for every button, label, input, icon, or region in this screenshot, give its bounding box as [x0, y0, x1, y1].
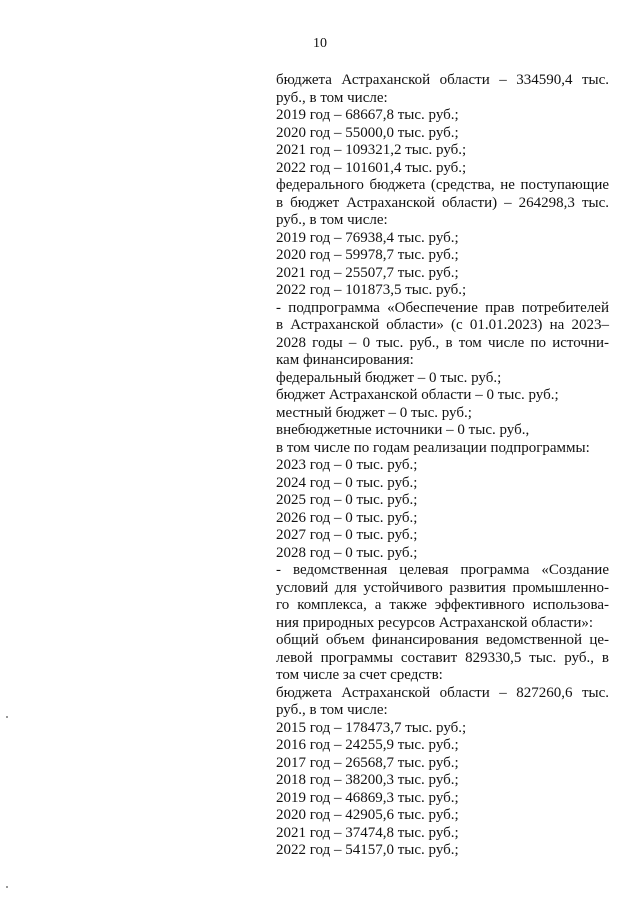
text-line: в Астраханской области» (с 01.01.2023) на 2023–: [276, 317, 609, 333]
text-line: 2021 год – 25507,7 тыс. руб.;: [276, 264, 459, 281]
text-line: внебюджетные источники – 0 тыс. руб.,: [276, 422, 530, 438]
text-line: местный бюджет – 0 тыс. руб.;: [276, 404, 472, 421]
text-line: 2019 год – 68667,8 тыс. руб.;: [276, 107, 459, 123]
text-line: 2027 год – 0 тыс. руб.;: [276, 527, 418, 543]
text-line: руб., в том числе:: [276, 702, 388, 718]
scan-speck: [6, 886, 8, 888]
text-line: 2022 год – 54157,0 тыс. руб.;: [276, 842, 459, 858]
document-body: [276, 72, 609, 860]
text-line: - ведомственная целевая программа «Создание: [276, 562, 609, 578]
text-line: руб., в том числе:: [276, 89, 388, 106]
text-line: - подпрограмма «Обеспечение прав потребителей: [276, 299, 609, 316]
text-line: 2018 год – 38200,3 тыс. руб.;: [276, 772, 459, 788]
text-line: кам финансирования:: [276, 352, 414, 368]
text-line: бюджет Астраханской области – 0 тыс. руб.;: [276, 387, 559, 403]
text-line: го комплекса, а также эффективного использова-: [276, 597, 609, 613]
text-line: общий объем финансирования ведомственной це-: [276, 632, 609, 648]
text-line: 2022 год – 101873,5 тыс. руб.;: [276, 282, 467, 298]
text-line: 2021 год – 37474,8 тыс. руб.;: [276, 824, 459, 841]
text-line: левой программы составит 829330,5 тыс. руб., в: [276, 649, 609, 666]
text-line: том числе за счет средств:: [276, 667, 443, 683]
text-line: бюджета Астраханской области – 827260,6 тыс.: [276, 684, 609, 701]
text-line: федерального бюджета (средства, не поступающие: [276, 177, 609, 193]
page-number: 10: [313, 36, 327, 51]
text-line: 2016 год – 24255,9 тыс. руб.;: [276, 737, 459, 753]
text-line: 2021 год – 109321,2 тыс. руб.;: [276, 142, 467, 158]
text-line: 2023 год – 0 тыс. руб.;: [276, 457, 418, 473]
text-line: бюджета Астраханской области – 334590,4 тыс.: [276, 72, 609, 88]
text-line: федеральный бюджет – 0 тыс. руб.;: [276, 369, 502, 386]
text-line: руб., в том числе:: [276, 212, 388, 228]
text-line: 2024 год – 0 тыс. руб.;: [276, 474, 418, 491]
text-line: в бюджет Астраханской области) – 264298,3 тыс.: [276, 194, 609, 211]
text-line: условий для устойчивого развития промышленно-: [276, 579, 609, 596]
text-line: ния природных ресурсов Астраханской области»:: [276, 614, 594, 631]
text-line: 2020 год – 59978,7 тыс. руб.;: [276, 247, 459, 263]
scan-speck: [6, 716, 8, 718]
text-line: 2020 год – 42905,6 тыс. руб.;: [276, 807, 459, 823]
text-line: 2028 годы – 0 тыс. руб., в том числе по источни-: [276, 334, 609, 351]
text-line: 2019 год – 76938,4 тыс. руб.;: [276, 229, 459, 246]
text-line: 2015 год – 178473,7 тыс. руб.;: [276, 719, 467, 736]
text-line: 2025 год – 0 тыс. руб.;: [276, 492, 418, 508]
text-line: в том числе по годам реализации подпрограммы:: [276, 439, 590, 456]
text-line: 2028 год – 0 тыс. руб.;: [276, 544, 418, 561]
text-line: 2019 год – 46869,3 тыс. руб.;: [276, 789, 459, 806]
text-line: 2026 год – 0 тыс. руб.;: [276, 509, 418, 526]
text-line: 2020 год – 55000,0 тыс. руб.;: [276, 124, 459, 141]
text-line: 2017 год – 26568,7 тыс. руб.;: [276, 754, 459, 771]
text-line: 2022 год – 101601,4 тыс. руб.;: [276, 159, 467, 176]
